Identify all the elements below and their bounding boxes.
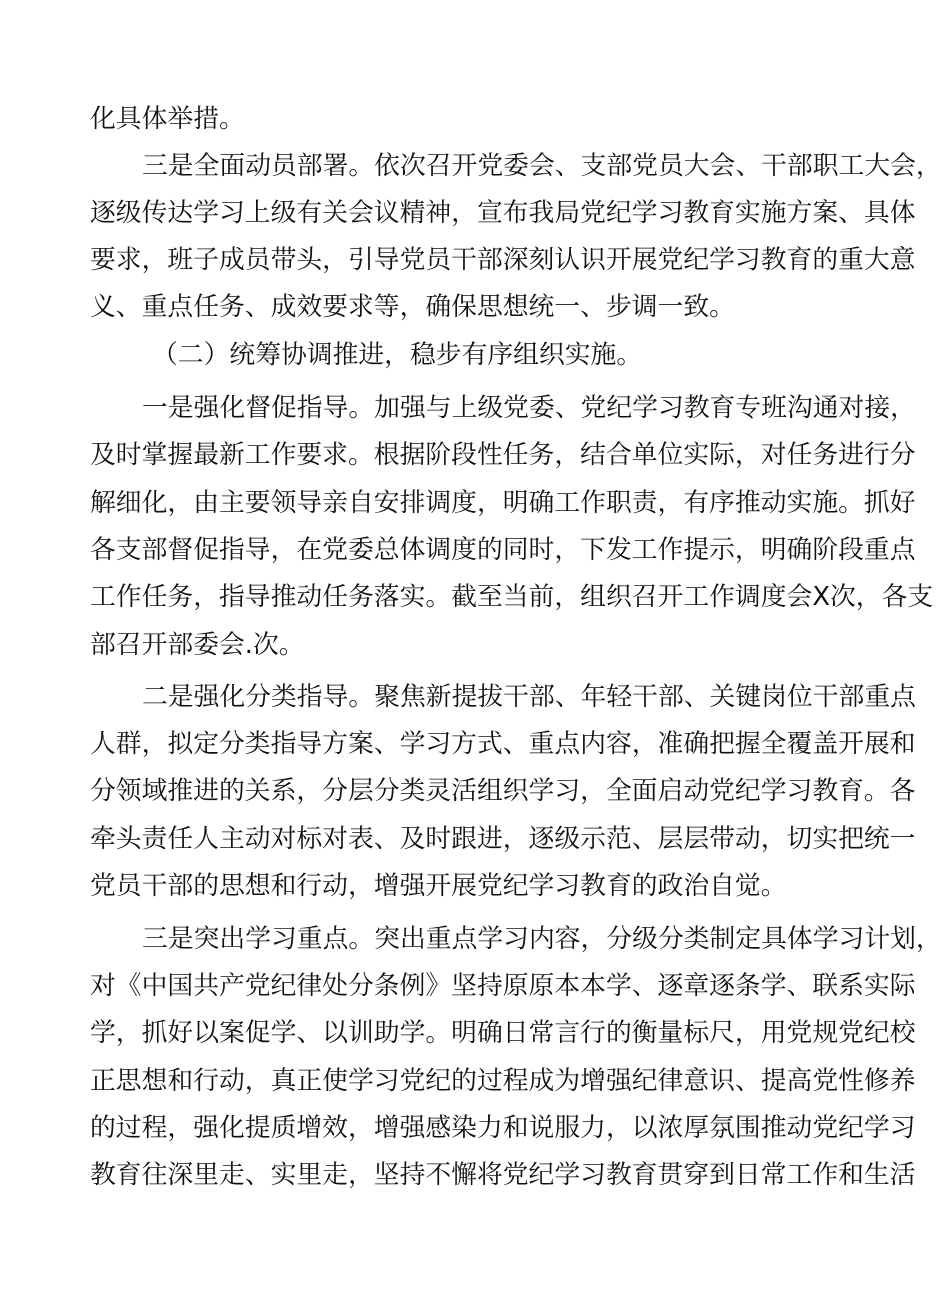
paragraph-line: 各支部督促指导，在党委总体调度的同时，下发工作提示，明确阶段重点 <box>90 535 916 565</box>
paragraph-line: 逐级传达学习上级有关会议精神，宣布我局党纪学习教育实施方案、具体 <box>90 198 916 228</box>
paragraph-line: 的过程，强化提质增效，增强感染力和说服力，以浓厚氛围推动党纪学习 <box>90 1113 916 1143</box>
paragraph-line: 一是强化督促指导。加强与上级党委、党纪学习教育专班沟通对接， <box>142 393 916 423</box>
paragraph-line: 义、重点任务、成效要求等，确保思想统一、步调一致。 <box>90 292 735 322</box>
paragraph-line: 及时掌握最新工作要求。根据阶段性任务，结合单位实际，对任务进行分 <box>90 440 916 470</box>
paragraph-line: 牵头责任人主动对标对表、及时跟进，逐级示范、层层带动，切实把统一 <box>90 824 916 854</box>
section-heading: （二）统筹协调推进，稳步有序组织实施。 <box>152 340 643 370</box>
paragraph-line: 正思想和行动，真正使学习党纪的过程成为增强纪律意识、提高党性修养 <box>90 1066 916 1096</box>
paragraph-line: 工作任务，指导推动任务落实。截至当前，组织召开工作调度会X次，各支 <box>90 582 934 612</box>
paragraph-line: 解细化，由主要领导亲自安排调度，明确工作职责，有序推动实施。抓好 <box>90 488 916 518</box>
paragraph-line: 教育往深里走、实里走，坚持不懈将党纪学习教育贯穿到日常工作和生活 <box>90 1160 916 1190</box>
paragraph-line: 三是全面动员部署。依次召开党委会、支部党员大会、干部职工大会， <box>142 151 942 181</box>
paragraph-line: 二是强化分类指导。聚焦新提拔干部、年轻干部、关键岗位干部重点 <box>142 682 916 712</box>
paragraph-line: 分领域推进的关系，分层分类灵活组织学习，全面启动党纪学习教育。各 <box>90 776 916 806</box>
paragraph-line: 要求，班子成员带头，引导党员干部深刻认识开展党纪学习教育的重大意 <box>90 245 916 275</box>
paragraph-line: 党员干部的思想和行动，增强开展党纪学习教育的政治自觉。 <box>90 871 787 901</box>
paragraph-line: 部召开部委会.次。 <box>90 630 305 660</box>
paragraph-line: 人群，拟定分类指导方案、学习方式、重点内容，准确把握全覆盖开展和 <box>90 729 916 759</box>
paragraph-line: 化具体举措。 <box>90 104 245 134</box>
paragraph-line: 对《中国共产党纪律处分条例》坚持原原本本学、逐章逐条学、联系实际 <box>90 971 916 1001</box>
paragraph-line: 学，抓好以案促学、以训助学。明确日常言行的衡量标尺，用党规党纪校 <box>90 1018 916 1048</box>
paragraph-line: 三是突出学习重点。突出重点学习内容，分级分类制定具体学习计划， <box>142 924 942 954</box>
